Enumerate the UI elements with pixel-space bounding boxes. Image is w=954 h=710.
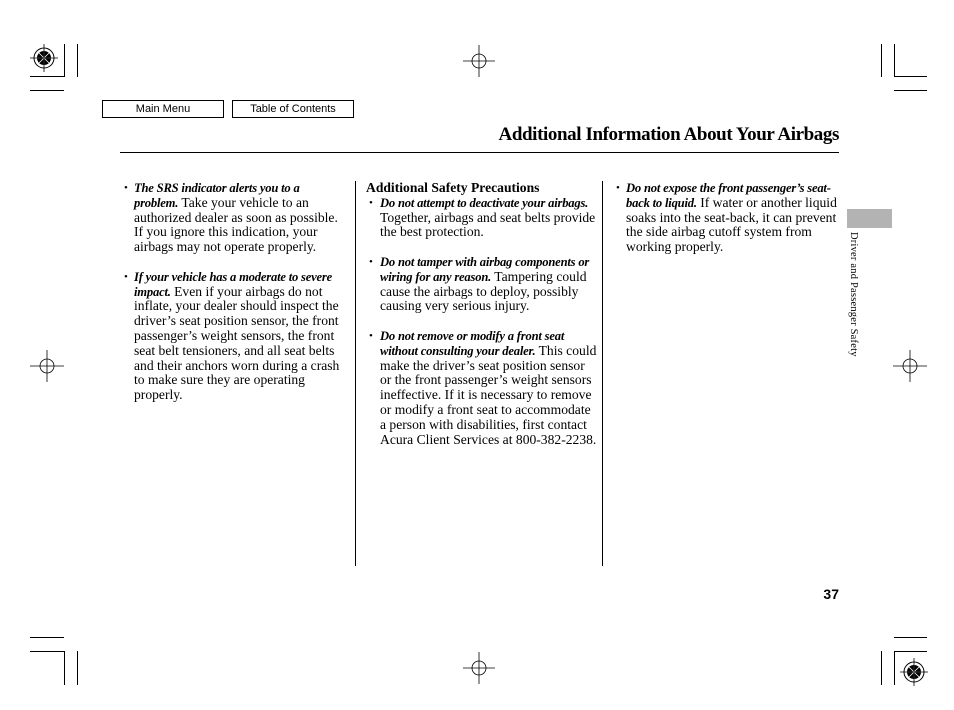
page-number: 37	[823, 586, 839, 602]
item-lead: Do not remove or modify a front seat without consulting your dealer.	[380, 328, 565, 358]
registration-target-icon	[900, 658, 928, 686]
bullet-icon: •	[616, 182, 620, 194]
item-text: If water or another liquid soaks into the seat-back, it can prevent the side airbag cutoff system from working properly.	[626, 194, 837, 255]
bullet-icon: •	[369, 329, 373, 342]
item-lead: Do not attempt to deactivate your airbags.	[380, 195, 589, 210]
column-divider	[602, 181, 603, 566]
crosshair-icon	[893, 350, 927, 382]
column-left	[124, 181, 342, 418]
bullet-item	[366, 329, 598, 447]
bullet-item	[366, 255, 598, 314]
registration-target-icon	[30, 44, 58, 72]
page-title: Additional Information About Your Airbags	[498, 124, 839, 145]
bullet-icon: •	[369, 196, 373, 209]
section-tab	[847, 209, 892, 228]
crosshair-icon	[463, 45, 495, 77]
bullet-icon: •	[369, 255, 373, 268]
item-text: Together, airbags and seat belts provide the best protection.	[380, 209, 596, 240]
title-divider	[120, 152, 839, 153]
item-lead: Do not expose the front passenger’s seat-back to liquid.	[626, 181, 831, 210]
bullet-icon: •	[124, 182, 128, 194]
column-right	[616, 181, 844, 270]
bullet-item	[616, 181, 844, 255]
item-lead: The SRS indicator alerts you to a problem.	[134, 181, 300, 210]
bullet-item	[366, 196, 598, 240]
bullet-item	[124, 270, 342, 403]
crosshair-icon	[30, 350, 64, 382]
crosshair-icon	[463, 652, 495, 684]
table-of-contents-button[interactable]: Table of Contents	[232, 100, 354, 118]
main-menu-button[interactable]: Main Menu	[102, 100, 224, 118]
column-divider	[355, 181, 356, 566]
item-text: Even if your airbags do not inflate, your dealer should inspect the driver’s seat position sensor, the front passenger’s weight sensors, the front seat belt tensioners, and all seat belts and their anchors worn during a crash to make sure they are operating properly.	[134, 283, 340, 403]
item-lead: Do not tamper with airbag components or wiring for any reason.	[380, 254, 590, 284]
item-text: This could make the driver’s seat position sensor or the front passenger’s weight sensors ineffective. If it is necessary to remove or modify a front seat to accommodate a person with disabilities, first contact Acura Client Services at 800-382-2238.	[380, 342, 597, 447]
item-text: Tampering could cause the airbags to deploy, possibly causing very serious injury.	[380, 268, 587, 314]
column-middle	[366, 181, 598, 462]
bullet-icon: •	[124, 270, 128, 283]
section-heading: Additional Safety Precautions	[366, 180, 540, 195]
section-side-label: Driver and Passenger Safety	[848, 232, 859, 357]
item-lead: If your vehicle has a moderate to severe impact.	[134, 269, 333, 299]
item-text: Take your vehicle to an authorized dealer as soon as possible. If you ignore this indication, your airbags may not operate properly.	[134, 194, 338, 255]
bullet-item	[124, 181, 342, 255]
